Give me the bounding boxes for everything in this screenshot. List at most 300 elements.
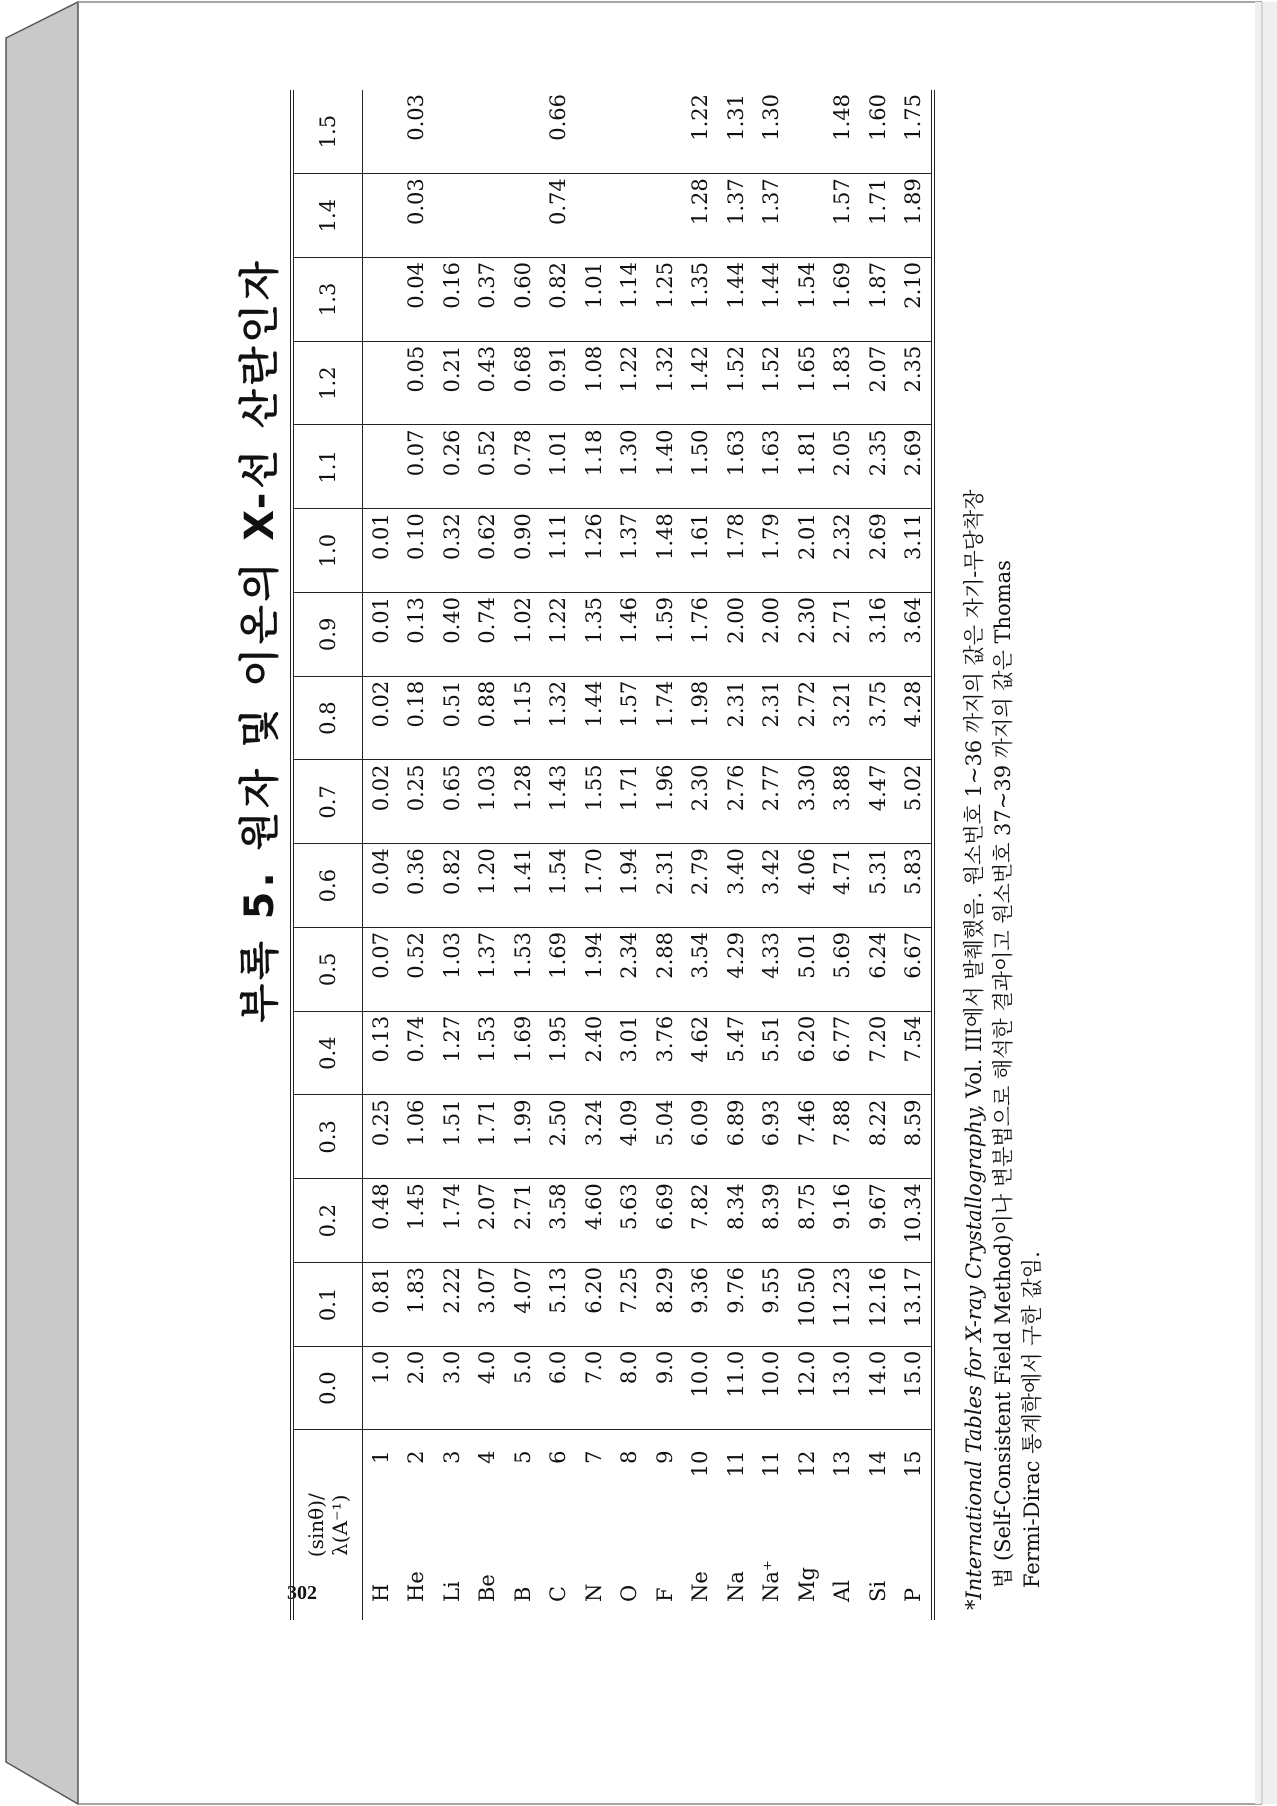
value-cell: 0.52: [399, 928, 435, 1012]
element-symbol: P: [901, 1587, 926, 1602]
value-cell: [363, 425, 399, 509]
value-cell: 1.41: [505, 844, 541, 928]
value-cell: [647, 90, 683, 174]
value-cell: 0.13: [399, 593, 435, 677]
value-cell: 1.51: [434, 1095, 470, 1179]
element-cell: [683, 1430, 719, 1620]
element-symbol: O: [617, 1584, 642, 1602]
value-cell: 2.00: [754, 593, 790, 677]
value-cell: 0.05: [399, 341, 435, 425]
element-cell: [647, 1430, 683, 1620]
value-cell: 0.74: [541, 174, 577, 258]
value-cell: 3.0: [434, 1346, 470, 1430]
value-cell: 1.83: [399, 1263, 435, 1347]
value-cell: 1.45: [399, 1179, 435, 1263]
table-row: [825, 90, 861, 1620]
value-cell: 1.98: [683, 676, 719, 760]
value-cell: 3.11: [896, 509, 934, 593]
value-cell: 3.24: [576, 1095, 612, 1179]
value-cell: 14.0: [860, 1346, 896, 1430]
value-cell: 0.21: [434, 341, 470, 425]
value-cell: 9.76: [718, 1263, 754, 1347]
table-row: [683, 90, 719, 1620]
value-cell: 0.01: [363, 509, 399, 593]
value-cell: 1.06: [399, 1095, 435, 1179]
value-cell: 4.28: [896, 676, 934, 760]
footnote-line-2: 법 (Self-Consistent Field Method)이나 변분법으로 해석한 결과이고 원소번호 37~39 까지의 값은 Thomas: [991, 560, 1015, 1588]
value-cell: 11.0: [718, 1346, 754, 1430]
value-cell: [363, 258, 399, 342]
value-cell: 1.78: [718, 509, 754, 593]
element-symbol: Mg: [794, 1567, 819, 1602]
value-cell: 3.07: [470, 1263, 506, 1347]
element-cell: [612, 1430, 648, 1620]
table-row: [789, 90, 825, 1620]
value-cell: 10.0: [754, 1346, 790, 1430]
column-header: 1.1: [292, 425, 363, 509]
value-cell: 1.75: [896, 90, 934, 174]
value-cell: 1.25: [647, 258, 683, 342]
value-cell: 0.01: [363, 593, 399, 677]
element-symbol: B: [510, 1586, 535, 1602]
value-cell: 0.03: [399, 174, 435, 258]
value-cell: 12.0: [789, 1346, 825, 1430]
value-cell: 5.13: [541, 1263, 577, 1347]
element-cell: [399, 1430, 435, 1620]
table-row: [363, 90, 399, 1620]
value-cell: 1.08: [576, 341, 612, 425]
value-cell: 2.71: [825, 593, 861, 677]
value-cell: 0.36: [399, 844, 435, 928]
value-cell: 1.26: [576, 509, 612, 593]
value-cell: 1.89: [896, 174, 934, 258]
element-cell: [541, 1430, 577, 1620]
value-cell: 3.58: [541, 1179, 577, 1263]
value-cell: 5.31: [860, 844, 896, 928]
atomic-number: 2: [404, 1450, 429, 1464]
atomic-number: 3: [439, 1450, 464, 1464]
table-row: [860, 90, 896, 1620]
value-cell: 0.02: [363, 676, 399, 760]
value-cell: 6.93: [754, 1095, 790, 1179]
value-cell: 1.48: [647, 509, 683, 593]
table-row: [505, 90, 541, 1620]
value-cell: 6.24: [860, 928, 896, 1012]
value-cell: [576, 174, 612, 258]
value-cell: [647, 174, 683, 258]
value-cell: 2.31: [647, 844, 683, 928]
value-cell: 1.44: [718, 258, 754, 342]
value-cell: 8.0: [612, 1346, 648, 1430]
atomic-number: 11: [759, 1450, 784, 1478]
value-cell: 3.01: [612, 1011, 648, 1095]
value-cell: 1.71: [860, 174, 896, 258]
value-cell: 4.33: [754, 928, 790, 1012]
value-cell: 2.30: [683, 760, 719, 844]
value-cell: 8.39: [754, 1179, 790, 1263]
value-cell: 6.77: [825, 1011, 861, 1095]
element-symbol: Al: [830, 1580, 855, 1602]
value-cell: 1.43: [541, 760, 577, 844]
value-cell: 1.32: [541, 676, 577, 760]
value-cell: 9.55: [754, 1263, 790, 1347]
value-cell: 8.22: [860, 1095, 896, 1179]
value-cell: 2.32: [825, 509, 861, 593]
column-header: 0.5: [292, 928, 363, 1012]
value-cell: 2.71: [505, 1179, 541, 1263]
value-cell: 4.47: [860, 760, 896, 844]
rotated-page-content: [200, 0, 1200, 1640]
value-cell: 5.04: [647, 1095, 683, 1179]
value-cell: 1.54: [789, 258, 825, 342]
value-cell: [789, 90, 825, 174]
value-cell: 1.22: [612, 341, 648, 425]
value-cell: 2.07: [860, 341, 896, 425]
value-cell: [363, 174, 399, 258]
value-cell: 8.75: [789, 1179, 825, 1263]
value-cell: 3.30: [789, 760, 825, 844]
value-cell: [505, 174, 541, 258]
value-cell: 1.87: [860, 258, 896, 342]
value-cell: 0.04: [363, 844, 399, 928]
value-cell: 0.91: [541, 341, 577, 425]
corner-label-top: (sinθ)/: [304, 1493, 328, 1558]
value-cell: 6.20: [789, 1011, 825, 1095]
column-header: 1.3: [292, 258, 363, 342]
value-cell: 7.46: [789, 1095, 825, 1179]
element-cell: [505, 1430, 541, 1620]
value-cell: 5.47: [718, 1011, 754, 1095]
page-number: 302: [287, 1582, 317, 1604]
value-cell: 9.36: [683, 1263, 719, 1347]
value-cell: 1.52: [754, 341, 790, 425]
value-cell: 10.50: [789, 1263, 825, 1347]
value-cell: 2.40: [576, 1011, 612, 1095]
element-symbol: Be: [475, 1574, 500, 1602]
value-cell: 4.0: [470, 1346, 506, 1430]
value-cell: 1.03: [434, 928, 470, 1012]
value-cell: 9.67: [860, 1179, 896, 1263]
value-cell: 13.0: [825, 1346, 861, 1430]
value-cell: 3.40: [718, 844, 754, 928]
value-cell: 4.29: [718, 928, 754, 1012]
value-cell: 1.74: [434, 1179, 470, 1263]
value-cell: 2.69: [860, 509, 896, 593]
value-cell: 1.99: [505, 1095, 541, 1179]
value-cell: 1.46: [612, 593, 648, 677]
value-cell: 1.30: [754, 90, 790, 174]
value-cell: [612, 90, 648, 174]
value-cell: 1.50: [683, 425, 719, 509]
element-cell: [789, 1430, 825, 1620]
element-cell: [860, 1430, 896, 1620]
page-title: 부록 5. 원자 및 이온의 X-선 산란인자: [237, 257, 283, 1023]
value-cell: 2.0: [399, 1346, 435, 1430]
value-cell: 2.72: [789, 676, 825, 760]
value-cell: 3.21: [825, 676, 861, 760]
corner-label-bottom: λ(A⁻¹): [328, 1494, 352, 1556]
element-cell: [896, 1430, 934, 1620]
atomic-number: 14: [865, 1450, 890, 1478]
value-cell: 0.32: [434, 509, 470, 593]
value-cell: 1.53: [505, 928, 541, 1012]
element-symbol: H: [368, 1583, 393, 1602]
value-cell: 1.37: [470, 928, 506, 1012]
value-cell: 2.34: [612, 928, 648, 1012]
atomic-number: 8: [617, 1450, 642, 1464]
value-cell: 1.74: [647, 676, 683, 760]
value-cell: 0.81: [363, 1263, 399, 1347]
value-cell: 8.29: [647, 1263, 683, 1347]
value-cell: 2.10: [896, 258, 934, 342]
value-cell: 7.82: [683, 1179, 719, 1263]
value-cell: 0.78: [505, 425, 541, 509]
value-cell: 2.30: [789, 593, 825, 677]
value-cell: 1.15: [505, 676, 541, 760]
value-cell: 2.35: [860, 425, 896, 509]
value-cell: 1.35: [576, 593, 612, 677]
value-cell: 1.48: [825, 90, 861, 174]
atomic-number: 11: [723, 1450, 748, 1478]
element-cell: [470, 1430, 506, 1620]
value-cell: 1.69: [541, 928, 577, 1012]
value-cell: 1.61: [683, 509, 719, 593]
value-cell: 2.88: [647, 928, 683, 1012]
value-cell: 4.07: [505, 1263, 541, 1347]
atomic-number: 5: [510, 1450, 535, 1464]
atomic-number: 13: [830, 1450, 855, 1478]
value-cell: 0.25: [399, 760, 435, 844]
value-cell: 9.0: [647, 1346, 683, 1430]
table-row: [647, 90, 683, 1620]
element-symbol: Ne: [688, 1571, 713, 1602]
value-cell: [470, 90, 506, 174]
value-cell: 5.51: [754, 1011, 790, 1095]
value-cell: 0.51: [434, 676, 470, 760]
value-cell: 1.71: [470, 1095, 506, 1179]
value-cell: 1.69: [505, 1011, 541, 1095]
value-cell: 1.55: [576, 760, 612, 844]
value-cell: 1.44: [754, 258, 790, 342]
value-cell: 10.0: [683, 1346, 719, 1430]
value-cell: [363, 341, 399, 425]
value-cell: 1.28: [505, 760, 541, 844]
table-row: [541, 90, 577, 1620]
value-cell: 0.03: [399, 90, 435, 174]
value-cell: 1.57: [825, 174, 861, 258]
value-cell: 1.0: [363, 1346, 399, 1430]
table-row: [896, 90, 934, 1620]
value-cell: 1.71: [612, 760, 648, 844]
value-cell: 12.16: [860, 1263, 896, 1347]
table-body: [363, 90, 934, 1620]
table-row: [470, 90, 506, 1620]
value-cell: 1.32: [647, 341, 683, 425]
value-cell: 1.57: [612, 676, 648, 760]
value-cell: 0.60: [505, 258, 541, 342]
value-cell: 2.05: [825, 425, 861, 509]
value-cell: 10.34: [896, 1179, 934, 1263]
value-cell: 0.37: [470, 258, 506, 342]
value-cell: 1.94: [612, 844, 648, 928]
value-cell: 2.31: [754, 676, 790, 760]
value-cell: 2.22: [434, 1263, 470, 1347]
value-cell: 2.01: [789, 509, 825, 593]
column-header: 0.3: [292, 1095, 363, 1179]
value-cell: 4.62: [683, 1011, 719, 1095]
atomic-number: 9: [652, 1450, 677, 1464]
value-cell: 5.02: [896, 760, 934, 844]
value-cell: 7.54: [896, 1011, 934, 1095]
table-row: [434, 90, 470, 1620]
value-cell: 1.28: [683, 174, 719, 258]
value-cell: 1.79: [754, 509, 790, 593]
value-cell: 0.10: [399, 509, 435, 593]
value-cell: [789, 174, 825, 258]
value-cell: 1.94: [576, 928, 612, 1012]
value-cell: 13.17: [896, 1263, 934, 1347]
value-cell: 5.69: [825, 928, 861, 1012]
value-cell: 1.01: [541, 425, 577, 509]
value-cell: [434, 174, 470, 258]
value-cell: 2.69: [896, 425, 934, 509]
value-cell: 8.59: [896, 1095, 934, 1179]
value-cell: 4.09: [612, 1095, 648, 1179]
value-cell: 1.31: [718, 90, 754, 174]
column-header: 0.8: [292, 676, 363, 760]
value-cell: 15.0: [896, 1346, 934, 1430]
value-cell: 1.14: [612, 258, 648, 342]
element-symbol: F: [652, 1587, 677, 1602]
element-symbol: Si: [865, 1580, 890, 1602]
value-cell: 0.88: [470, 676, 506, 760]
table-row: [612, 90, 648, 1620]
value-cell: 2.50: [541, 1095, 577, 1179]
value-cell: 1.60: [860, 90, 896, 174]
scattering-factor-table: [290, 90, 935, 1620]
column-header: 1.2: [292, 341, 363, 425]
element-symbol: He: [404, 1571, 429, 1602]
value-cell: 2.35: [896, 341, 934, 425]
element-symbol: Na⁺: [759, 1560, 784, 1602]
value-cell: 0.65: [434, 760, 470, 844]
value-cell: 4.06: [789, 844, 825, 928]
value-cell: 3.54: [683, 928, 719, 1012]
value-cell: 1.42: [683, 341, 719, 425]
column-header: 0.2: [292, 1179, 363, 1263]
value-cell: 1.95: [541, 1011, 577, 1095]
table-row: [754, 90, 790, 1620]
value-cell: 0.68: [505, 341, 541, 425]
column-header: 0.4: [292, 1011, 363, 1095]
value-cell: 0.07: [363, 928, 399, 1012]
column-header: 0.0: [292, 1346, 363, 1430]
value-cell: 0.16: [434, 258, 470, 342]
value-cell: [434, 90, 470, 174]
value-cell: 1.22: [683, 90, 719, 174]
value-cell: 1.03: [470, 760, 506, 844]
value-cell: 7.25: [612, 1263, 648, 1347]
value-cell: 3.75: [860, 676, 896, 760]
value-cell: 0.04: [399, 258, 435, 342]
value-cell: 2.79: [683, 844, 719, 928]
value-cell: [576, 90, 612, 174]
value-cell: 3.42: [754, 844, 790, 928]
value-cell: 6.20: [576, 1263, 612, 1347]
value-cell: 7.88: [825, 1095, 861, 1179]
value-cell: 1.40: [647, 425, 683, 509]
value-cell: 3.16: [860, 593, 896, 677]
footnote-line-3: Fermi-Dirac 통계학에서 구한 값임.: [1020, 1251, 1044, 1588]
value-cell: 0.43: [470, 341, 506, 425]
element-cell: [825, 1430, 861, 1620]
value-cell: 8.34: [718, 1179, 754, 1263]
value-cell: 0.48: [363, 1179, 399, 1263]
value-cell: [505, 90, 541, 174]
column-header: 1.4: [292, 174, 363, 258]
value-cell: 6.67: [896, 928, 934, 1012]
value-cell: 1.65: [789, 341, 825, 425]
value-cell: 4.71: [825, 844, 861, 928]
atomic-number: 1: [368, 1450, 393, 1464]
value-cell: 6.09: [683, 1095, 719, 1179]
element-cell: [434, 1430, 470, 1620]
value-cell: 5.83: [896, 844, 934, 928]
value-cell: 0.26: [434, 425, 470, 509]
value-cell: 1.81: [789, 425, 825, 509]
value-cell: 1.52: [718, 341, 754, 425]
footnote-source: International Tables for X-ray Crystallography,: [962, 1104, 986, 1600]
table-row: [576, 90, 612, 1620]
value-cell: 0.90: [505, 509, 541, 593]
value-cell: 1.37: [718, 174, 754, 258]
value-cell: 0.82: [541, 258, 577, 342]
value-cell: 1.02: [505, 593, 541, 677]
value-cell: 1.37: [754, 174, 790, 258]
atomic-number: 10: [688, 1450, 713, 1478]
value-cell: 0.25: [363, 1095, 399, 1179]
value-cell: 6.89: [718, 1095, 754, 1179]
value-cell: 3.76: [647, 1011, 683, 1095]
atomic-number: 7: [581, 1450, 606, 1464]
value-cell: 4.60: [576, 1179, 612, 1263]
element-symbol: Na: [723, 1571, 748, 1602]
value-cell: 2.77: [754, 760, 790, 844]
value-cell: 1.30: [612, 425, 648, 509]
value-cell: 1.44: [576, 676, 612, 760]
value-cell: [363, 90, 399, 174]
column-header: 1.5: [292, 90, 363, 174]
value-cell: 1.83: [825, 341, 861, 425]
value-cell: 0.07: [399, 425, 435, 509]
value-cell: 0.62: [470, 509, 506, 593]
value-cell: 0.66: [541, 90, 577, 174]
value-cell: 1.53: [470, 1011, 506, 1095]
value-cell: 1.22: [541, 593, 577, 677]
value-cell: 6.0: [541, 1346, 577, 1430]
value-cell: 1.11: [541, 509, 577, 593]
value-cell: 1.18: [576, 425, 612, 509]
value-cell: [612, 174, 648, 258]
atomic-number: 15: [901, 1450, 926, 1478]
value-cell: 0.74: [399, 1011, 435, 1095]
value-cell: 1.35: [683, 258, 719, 342]
value-cell: 1.01: [576, 258, 612, 342]
value-cell: 9.16: [825, 1179, 861, 1263]
value-cell: 1.54: [541, 844, 577, 928]
table-row: [399, 90, 435, 1620]
footnote-line-1: [960, 50, 989, 1610]
